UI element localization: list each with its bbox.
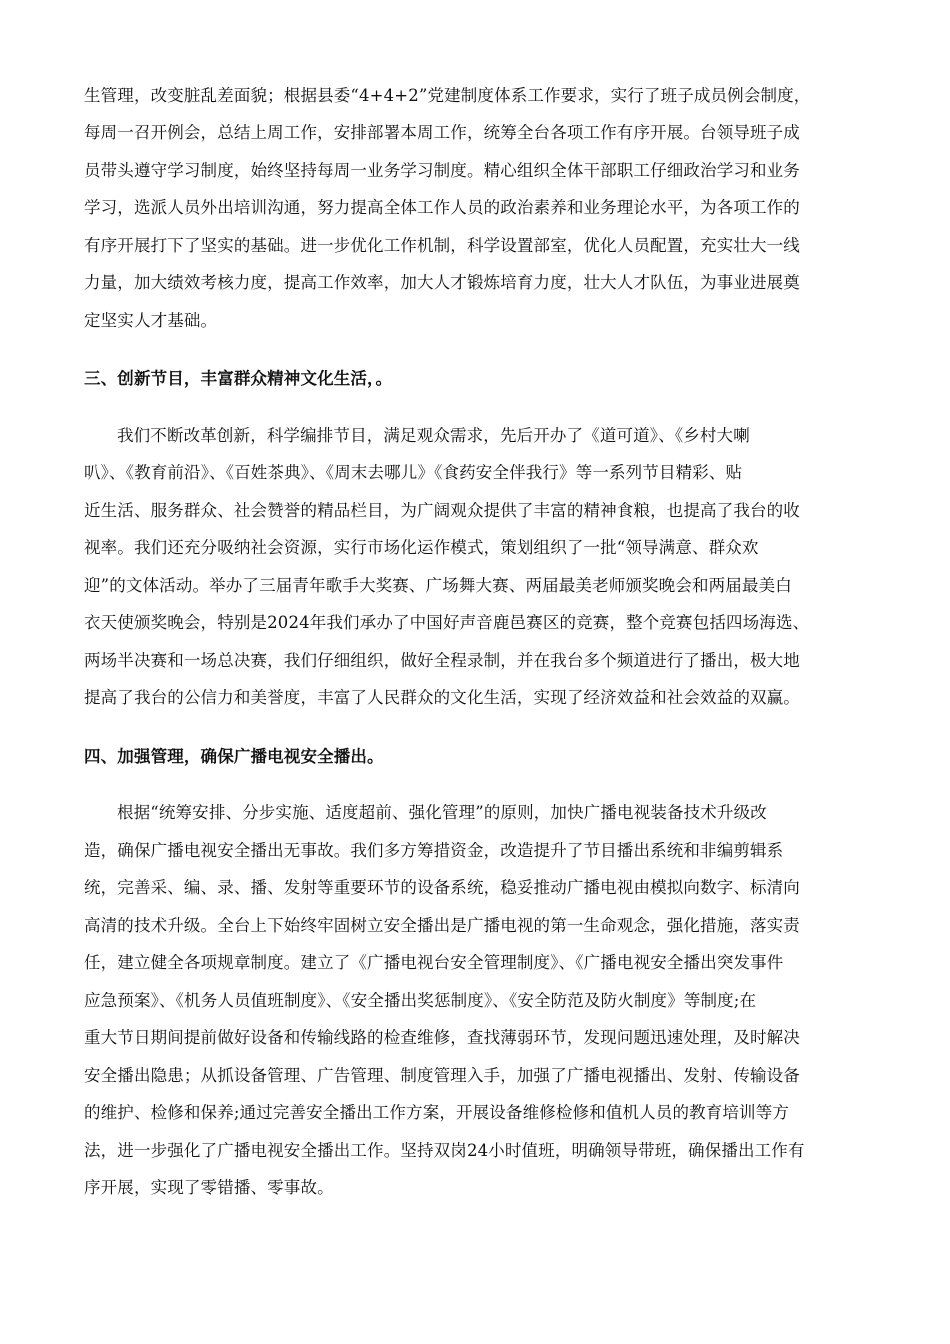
text-line: 高清的技术升级。全台上下始终牢固树立安全播出是广播电视的第一生命观念，强化措施，落实责	[84, 916, 800, 935]
text-line: 序开展，实现了零错播、零事故。	[84, 1178, 334, 1197]
text-line: 每周一召开例会，总结上周工作，安排部署本周工作，统筹全台各项工作有序开展。台领导班子成	[84, 123, 800, 142]
section-heading-3: 三、创新节目，丰富群众精神文化生活，。	[84, 369, 393, 388]
text-line: 任，建立健全各项规章制度。建立了《广播电视台安全管理制度》、《广播电视安全播出突发事件	[84, 953, 784, 972]
text-line: 应急预案》、《机务人员值班制度》、《安全播出奖惩制度》、《安全防范及防火制度》等制度;在	[84, 991, 757, 1010]
text-line: 我们不断改革创新，科学编排节目，满足观众需求，先后开办了《道可道》、《乡村大喇	[117, 426, 750, 445]
text-line: 根据“统筹安排、分步实施、适度超前、强化管理”的原则，加快广播电视装备技术升级改	[117, 803, 767, 822]
text-line: 定坚实人才基础。	[84, 311, 218, 330]
text-line: 学习，选派人员外出培训沟通，努力提高全体工作人员的政治素养和业务理论水平，为各项工作的	[84, 198, 800, 217]
text-line: 有序开展打下了坚实的基础。进一步优化工作机制，科学设置部室，优化人员配置，充实壮大一线	[84, 236, 800, 255]
text-line: 统，完善采、编、录、播、发射等重要环节的设备系统，稳妥推动广播电视由模拟向数字、标清向	[84, 878, 800, 897]
text-line: 力量，加大绩效考核力度，提高工作效率，加大人才锻炼培育力度，壮大人才队伍，为事业进展奠	[84, 273, 800, 292]
text-line: 迎”的文体活动。举办了三届青年歌手大奖赛、广场舞大赛、两届最美老师颁奖晚会和两届最美白	[84, 576, 792, 595]
text-line: 叭》、《教育前沿》、《百姓茶典》、《周末去哪儿》《食药安全伴我行》等一系列节目精彩、贴	[84, 463, 743, 482]
text-line: 衣天使颁奖晚会，特别是2024年我们承办了中国好声音鹿邑赛区的竞赛，整个竞赛包括四场海选、	[84, 613, 810, 632]
text-line: 法，进一步强化了广播电视安全播出工作。坚持双岗24小时值班，明确领导带班，确保播出工作有	[84, 1141, 805, 1160]
text-line: 生管理，改变脏乱差面貌；根据县委“4+4+2”党建制度体系工作要求，实行了班子成员例会制度，	[84, 86, 811, 105]
text-line: 两场半决赛和一场总决赛，我们仔细组织，做好全程录制，并在我台多个频道进行了播出，极大地	[84, 651, 800, 670]
text-line: 造，确保广播电视安全播出无事故。我们多方筹措资金，改造提升了节目播出系统和非编剪辑系	[84, 841, 784, 860]
text-line: 的维护、检修和保养;通过完善安全播出工作方案，开展设备维修检修和值机人员的教育培训等方	[84, 1103, 790, 1122]
text-line: 重大节日期间提前做好设备和传输线路的检查维修，查找薄弱环节，发现问题迅速处理，及时解决	[84, 1028, 800, 1047]
text-line: 安全播出隐患；从抓设备管理、广告管理、制度管理入手，加强了广播电视播出、发射、传输设备	[84, 1066, 800, 1085]
text-line: 视率。我们还充分吸纳社会资源，实行市场化运作模式，策划组织了一批“领导满意、群众欢	[84, 538, 759, 557]
text-line: 近生活、服务群众、社会赞誉的精品栏目，为广阔观众提供了丰富的精神食粮，也提高了我台的收	[84, 501, 800, 520]
text-line: 提高了我台的公信力和美誉度，丰富了人民群众的文化生活，实现了经济效益和社会效益的双赢。	[84, 688, 800, 707]
text-line: 员带头遵守学习制度，始终坚持每周一业务学习制度。精心组织全体干部职工仔细政治学习和业务	[84, 161, 800, 180]
section-heading-4: 四、加强管理，确保广播电视安全播出。	[84, 747, 384, 766]
